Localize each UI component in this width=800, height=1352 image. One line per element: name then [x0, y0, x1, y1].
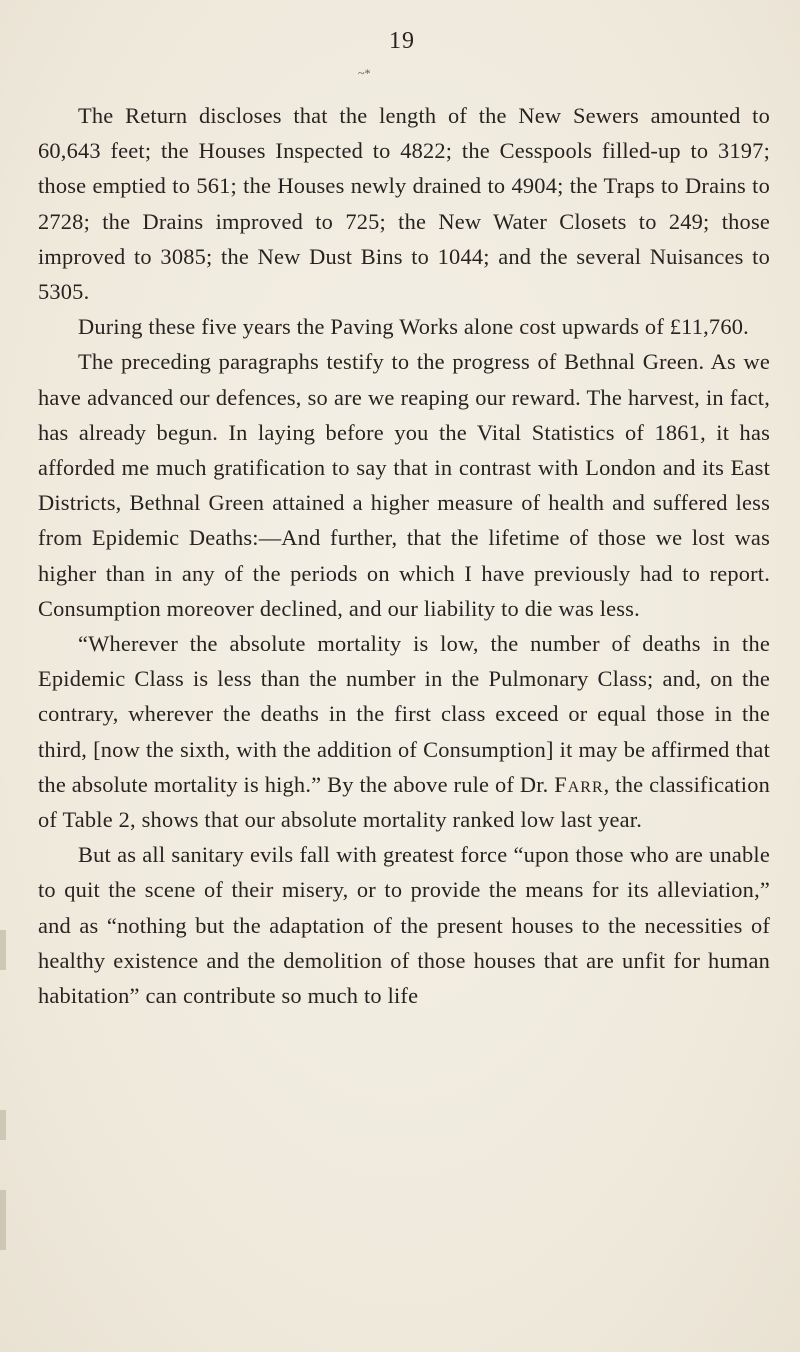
paragraph-progress: The preceding paragraphs testify to the progress of Bethnal Green. As we have advanced our defences, so are we reaping our reward. The harvest, in fact, has already begun. In laying before you the Vital Statistics of 1861, it has afforded me much gratification to say that in contrast with London and its East Districts, Bethnal Green attained a higher measure of health and suffered less from Epidemic Deaths:—And further, that the lifetime of those we lost was higher than in any of the periods on which I have previously had to report. Consumption moreover declined, and our liability to die was less.	[38, 349, 770, 621]
edge-mark	[0, 1110, 6, 1140]
paragraph-mortality-rule	[38, 626, 770, 837]
author-name: Farr	[554, 771, 604, 797]
edge-mark	[0, 1190, 6, 1250]
edge-mark	[0, 930, 6, 970]
mortality-rule-text-end: , the classification of Table 2, shows that our absolute mortality ranked low last year.	[38, 771, 771, 833]
body-text	[38, 98, 770, 1013]
mortality-rule-text: “Wherever the absolute mortality is low, the number of deaths in the Epidemic Class is less than the number in the Pulmonary Class; and, on the contrary, wherever the deaths in the first class exceed or equal those in the third, [now the sixth, with the addition of Consumption] it may be affirmed that the absolute mortality is high.” By the above rule of Dr.	[38, 631, 770, 797]
page-number: 19	[389, 28, 415, 54]
paragraph-paving-works: During these five years the Paving Works alone cost upwards of £11,760.	[78, 314, 749, 340]
ink-mark: ~*	[358, 66, 371, 80]
paragraph-sewers-return: The Return discloses that the length of the New Sewers amounted to 60,643 feet; the Houses Inspected to 4822; the Cesspools filled-up to 3197; those emptied to 561; the Houses newly drained to 4904; the Traps to Drains to 2728; the Drains improved to 725; the New Water Closets to 249; those improved to 3085; the New Dust Bins to 1044; and the several Nuisances to 5305.	[38, 103, 770, 305]
paragraph-sanitary-evils: But as all sanitary evils fall with greatest force “upon those who are unable to quit the scene of their misery, or to provide the means for its alleviation,” and as “nothing but the adaptation of the present houses to the necessities of healthy existence and the demolition of those houses that are unfit for human habitation” can contribute so much to life	[38, 842, 770, 1009]
